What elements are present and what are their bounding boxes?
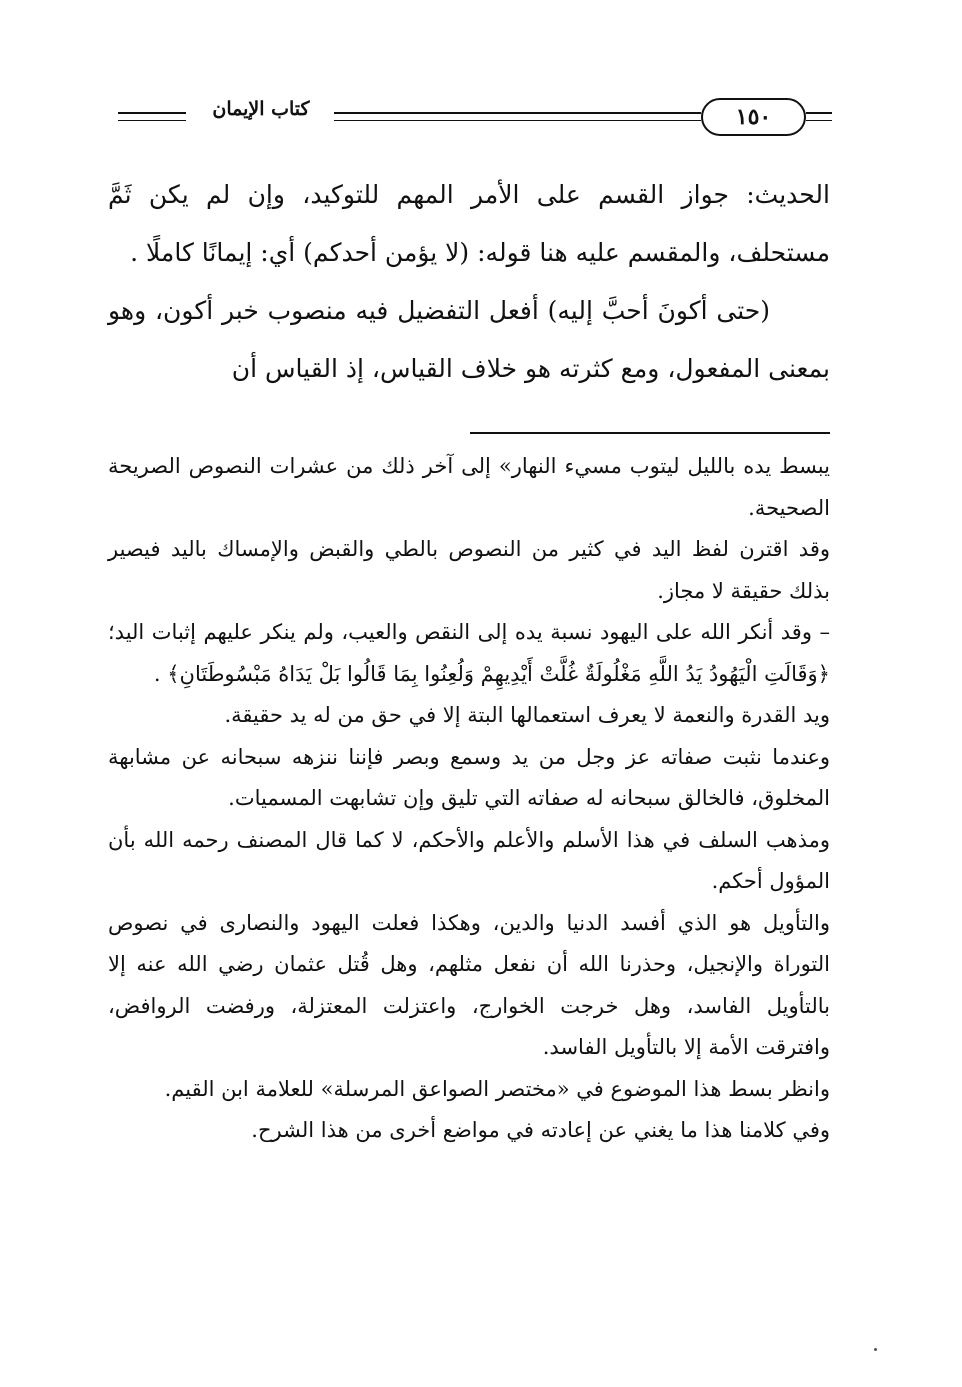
- header-rule-left-bottom: [118, 120, 186, 121]
- header-rule-right-top: [806, 112, 832, 114]
- page-number: ١٥٠: [701, 98, 806, 136]
- footnote-paragraph: وقد اقترن لفظ اليد في كثير من النصوص بالطي والقبض والإمساك باليد فيصير بذلك حقيقة لا مجاز.: [108, 537, 830, 603]
- scan-speck: [874, 1348, 877, 1351]
- main-text: [108, 166, 830, 398]
- footnote-paragraph: وفي كلامنا هذا ما يغني عن إعادته في مواضع أخرى من هذا الشرح.: [251, 1118, 830, 1142]
- header-rule-right-bottom: [806, 120, 832, 121]
- footnote-paragraph: وانظر بسط هذا الموضوع في «مختصر الصواعق المرسلة» للعلامة ابن القيم.: [164, 1076, 830, 1101]
- header-rule-left-top: [118, 112, 186, 114]
- footnote-end: .: [153, 661, 168, 686]
- footnotes: [108, 446, 830, 1152]
- book-title: كتاب الإيمان: [212, 98, 310, 120]
- page-header: [110, 92, 832, 142]
- footnote-paragraph: [108, 612, 830, 695]
- main-paragraph-2: (حتى أكونَ أحبَّ إليه) أفعل التفضيل فيه منصوب خبر أكون، وهو بمعنى المفعول، ومع كثرته هو خلاف القياس، إذ القياس أن: [108, 296, 830, 383]
- main-paragraph-1: الحديث: جواز القسم على الأمر المهم للتوكيد، وإن لم يكن ثَمَّ مستحلف، والمقسم عليه هنا قوله: (لا يؤمن أحدكم) أي: إيمانًا كاملًا .: [108, 180, 830, 267]
- footnote-paragraph: ويد القدرة والنعمة لا يعرف استعمالها البتة إلا في حق من له يد حقيقة.: [224, 703, 830, 727]
- header-rule-middle-bottom: [334, 120, 701, 121]
- footnote-text: – وقد أنكر الله على اليهود نسبة يده إلى النقص والعيب، ولم ينكر عليهم إثبات اليد؛: [108, 620, 830, 644]
- footnote-paragraph: وعندما نثبت صفاته عز وجل من يد وسمع وبصر فإننا ننزهه سبحانه عن مشابهة المخلوق، فالخالق سبحانه له صفاته التي تليق وإن تشابهت المسميات.: [108, 744, 830, 810]
- footnote-paragraph: ومذهب السلف في هذا الأسلم والأعلم والأحكم، لا كما قال المصنف رحمه الله بأن المؤول أحكم.: [108, 827, 830, 893]
- footnote-paragraph: يبسط يده بالليل ليتوب مسيء النهار» إلى آخر ذلك من عشرات النصوص الصريحة الصحيحة.: [108, 454, 830, 520]
- header-rule-middle-top: [334, 112, 701, 114]
- footnote-paragraph: والتأويل هو الذي أفسد الدنيا والدين، وهكذا فعلت اليهود والنصارى في نصوص التوراة والإنجيل، وحذرنا الله أن نفعل مثلهم، وهل قُتل عثمان رضي الله عنه إلا بالتأويل الفاسد، وهل خرجت الخوارج، واعتزلت المعتزلة، ورفضت الروافض، وافترقت الأمة إلا بالتأويل الفاسد.: [108, 910, 830, 1059]
- quran-verse: ﴿وَقَالَتِ الْيَهُودُ يَدُ اللَّهِ مَغْلُولَةٌ غُلَّتْ أَيْدِيهِمْ وَلُعِنُوا بِمَا قَالُوا بَلْ يَدَاهُ مَبْسُوطَتَانِ﴾: [167, 661, 830, 686]
- footnote-separator: [470, 432, 830, 434]
